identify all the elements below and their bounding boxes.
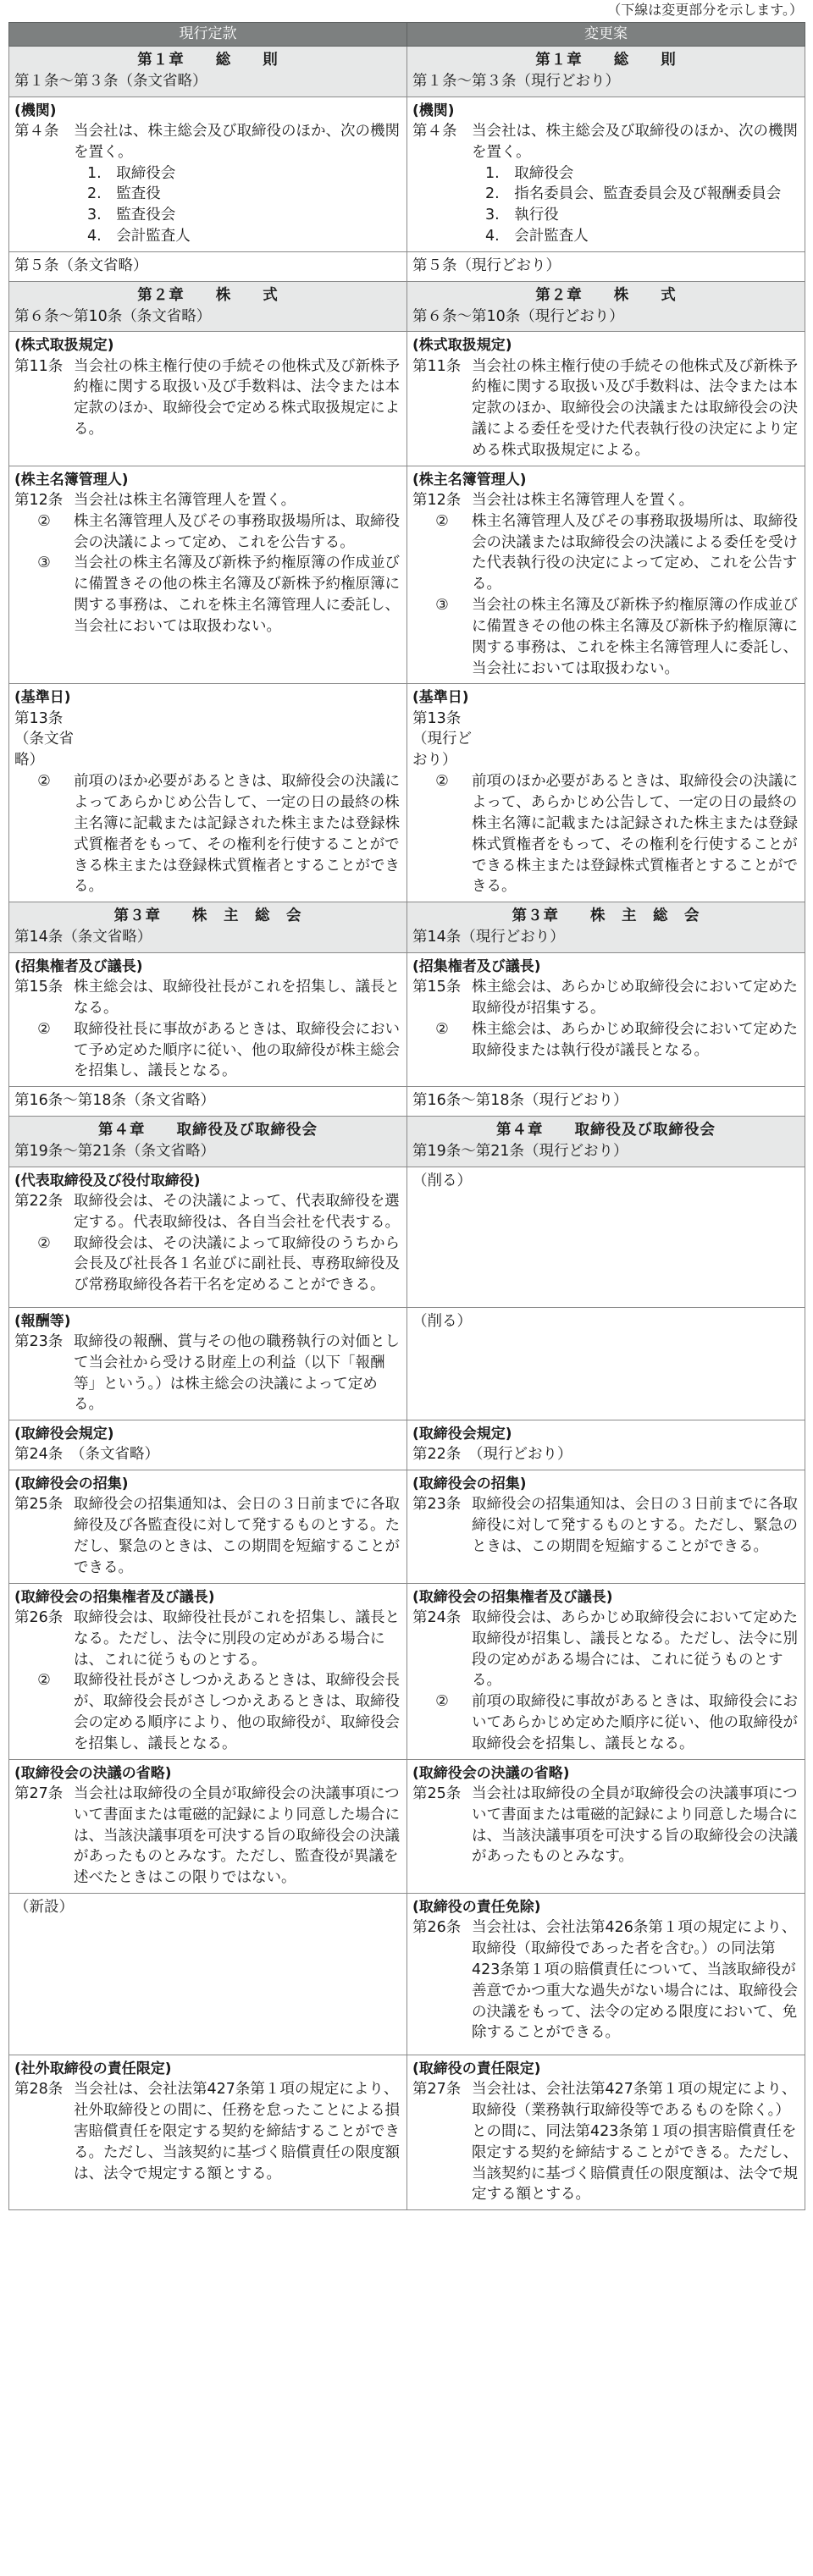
table-row bbox=[9, 1759, 805, 1893]
article-number: 第13条（現行どおり） bbox=[412, 709, 472, 769]
article bbox=[412, 490, 799, 511]
article bbox=[14, 356, 401, 440]
paragraph bbox=[412, 1019, 799, 1062]
article-caption: (招集権者及び議長) bbox=[412, 957, 541, 975]
list-item: 4. 会計監査人 bbox=[87, 228, 191, 245]
paragraph-text: 株主名簿管理人及びその事務取扱場所は、取締役会の決議によって定め、これを公告する。 bbox=[74, 512, 400, 551]
table-row bbox=[9, 1307, 805, 1420]
article bbox=[14, 490, 401, 511]
article-number: 第13条（条文省略） bbox=[14, 709, 74, 769]
proposed-article-cell bbox=[407, 1894, 805, 2055]
article-caption: (社外取締役の責任限定) bbox=[14, 2060, 172, 2078]
table-row bbox=[9, 251, 805, 281]
article-line: 第１条〜第３条（現行どおり） bbox=[412, 72, 620, 90]
table-row bbox=[9, 1087, 805, 1117]
current-article-cell bbox=[9, 1167, 407, 1307]
current-articles-header: 現行定款 bbox=[9, 23, 407, 47]
underline-note: （下線は変更部分を示します。） bbox=[607, 2, 803, 18]
proposed-articles-header: 変更案 bbox=[407, 23, 805, 47]
article-number: 第26条 bbox=[14, 1608, 64, 1626]
current-article-cell bbox=[9, 1307, 407, 1420]
table-row bbox=[9, 1583, 805, 1759]
article-text: 取締役の報酬、賞与その他の職務執行の対価として当会社から受ける財産上の利益（以下「報酬等」という。）は株主総会の決議によって定める。 bbox=[74, 1332, 400, 1414]
proposed-article-cell bbox=[407, 332, 805, 466]
table-body bbox=[9, 47, 805, 2210]
chapter-heading: 第３章 株 主 総 会 bbox=[512, 907, 700, 925]
article-text: 取締役会は、あらかじめ取締役会において定めた取締役が招集し、議長となる。ただし、法令に別段の定めがある場合には、これに従うものとする。 bbox=[472, 1608, 798, 1690]
table-row bbox=[9, 1420, 805, 1470]
article-text: 当会社は株主名簿管理人を置く。 bbox=[472, 491, 694, 509]
chapter-heading: 第４章 取締役及び取締役会 bbox=[496, 1122, 716, 1139]
article-text: 当会社は取締役の全員が取締役会の決議事項について書面または電磁的記録により同意した場合には、当該決議事項を可決する旨の取締役会の決議があったものとみなす。ただし、監査役が異議を述べたときはこの限りではない。 bbox=[74, 1784, 400, 1887]
article-line: （削る） bbox=[412, 1172, 472, 1189]
proposed-article-cell bbox=[407, 1307, 805, 1420]
paragraph-text: 当会社の株主名簿及び新株予約権原簿の作成並びに備置きその他の株主名簿及び新株予約権原簿に関する事務は、これを株主名簿管理人に委託し、当会社においては取扱わない。 bbox=[472, 597, 798, 677]
current-article-cell bbox=[9, 1583, 407, 1759]
article-caption: (報酬等) bbox=[14, 1312, 71, 1330]
article-number: 第24条 bbox=[412, 1608, 462, 1626]
article-number: 第27条 bbox=[14, 1784, 64, 1802]
paragraph bbox=[14, 1233, 401, 1297]
paragraph bbox=[412, 595, 799, 679]
article-caption: (取締役会の決議の省略) bbox=[14, 1764, 172, 1782]
table-row bbox=[9, 281, 805, 332]
article-line: 第５条（条文省略） bbox=[14, 256, 148, 274]
article bbox=[412, 356, 799, 461]
article-line: 第19条〜第21条（現行どおり） bbox=[412, 1142, 628, 1160]
proposed-article-cell bbox=[407, 1087, 805, 1117]
article-caption: (株主名簿管理人) bbox=[14, 471, 129, 488]
list-item: 3. 監査役会 bbox=[87, 207, 176, 224]
article-number: 第25条 bbox=[14, 1496, 64, 1514]
table-row bbox=[9, 2055, 805, 2210]
article-number: 第12条 bbox=[412, 491, 462, 509]
article-line: （新設） bbox=[14, 1899, 74, 1917]
paragraph-text: 株主総会は、あらかじめ取締役会において定めた取締役または執行役が議長となる。 bbox=[472, 1020, 798, 1059]
table-row bbox=[9, 1470, 805, 1584]
current-article-cell bbox=[9, 251, 407, 281]
article bbox=[412, 977, 799, 1019]
article-caption: (基準日) bbox=[412, 689, 469, 707]
current-article-cell bbox=[9, 902, 407, 953]
list-item: 2. 指名委員会、監査委員会及び報酬委員会 bbox=[485, 185, 782, 203]
article-text: 当会社は株主名簿管理人を置く。 bbox=[74, 491, 296, 509]
paragraph-number: ② bbox=[37, 773, 51, 791]
table-row bbox=[9, 902, 805, 953]
article-number: 第27条 bbox=[412, 2081, 462, 2099]
paragraph-number: ② bbox=[37, 1672, 51, 1690]
paragraph-number: ② bbox=[37, 1020, 51, 1038]
list-item: 3. 執行役 bbox=[485, 207, 559, 224]
article-number: 第15条 bbox=[14, 979, 64, 996]
article-caption: (取締役会規定) bbox=[14, 1426, 114, 1443]
article-line: 第16条〜第18条（現行どおり） bbox=[412, 1092, 628, 1110]
table-row bbox=[9, 1894, 805, 2055]
article-number: 第23条 bbox=[412, 1496, 462, 1514]
item-list bbox=[14, 163, 401, 247]
article-number: 第28条 bbox=[14, 2081, 64, 2099]
table-row bbox=[9, 466, 805, 684]
proposed-article-cell bbox=[407, 2055, 805, 2210]
paragraph-number: ② bbox=[435, 773, 449, 791]
paragraph-text: 前項のほか必要があるときは、取締役会の決議によってあらかじめ公告して、一定の日の最終の株主名簿に記載または記録された株主または登録株式質権者をもって、その権利を行使することができる株主または登録株式質権者とすることができる。 bbox=[74, 773, 400, 896]
paragraph-number: ③ bbox=[435, 597, 449, 615]
current-article-cell bbox=[9, 1470, 407, 1584]
paragraph-number: ② bbox=[435, 512, 449, 530]
article-text: 当会社は、会社法第426条第１項の規定により、取締役（取締役であった者を含む。）の同法第423条第１項の賠償責任について、当該取締役が善意でかつ重大な過失がない場合には、取締役会の決議をもって、法令の定める限度において、免除することができる。 bbox=[472, 1919, 798, 2042]
proposed-article-cell bbox=[407, 1420, 805, 1470]
article bbox=[14, 977, 401, 1019]
proposed-article-cell bbox=[407, 97, 805, 251]
article-line: 第６条〜第10条（条文省略） bbox=[14, 307, 212, 325]
article-line: （削る） bbox=[412, 1312, 472, 1330]
article bbox=[412, 1784, 799, 1867]
article bbox=[14, 121, 401, 163]
article-caption: (取締役の責任免除) bbox=[412, 1899, 541, 1917]
paragraph-text: 取締役社長に事故があるときは、取締役会において予め定めた順序に従い、他の取締役が株主総会を招集し、議長となる。 bbox=[74, 1020, 400, 1080]
article-number: 第22条 bbox=[14, 1192, 64, 1210]
current-article-cell bbox=[9, 281, 407, 332]
item-list bbox=[412, 163, 799, 247]
paragraph-text: 取締役会は、その決議によって取締役のうちから会長及び社長各１名並びに副社長、専務取締役及び常務取締役各若干名を定めることができる。 bbox=[74, 1234, 400, 1294]
table-row bbox=[9, 97, 805, 251]
paragraph bbox=[14, 511, 401, 554]
article bbox=[412, 2079, 799, 2205]
article-number: 第15条 bbox=[412, 979, 462, 996]
current-article-cell bbox=[9, 952, 407, 1086]
article-line: 第16条〜第18条（条文省略） bbox=[14, 1092, 216, 1110]
proposed-article-cell bbox=[407, 281, 805, 332]
table-row bbox=[9, 47, 805, 97]
article-caption: (株式取扱規定) bbox=[412, 337, 512, 355]
paragraph bbox=[412, 1691, 799, 1755]
current-article-cell bbox=[9, 1087, 407, 1117]
proposed-article-cell bbox=[407, 1759, 805, 1893]
article bbox=[14, 1608, 401, 1671]
proposed-article-cell bbox=[407, 902, 805, 953]
article-text: 取締役会の招集通知は、会日の３日前までに各取締役に対して発するものとする。ただし、緊急のときは、この期間を短縮することができる。 bbox=[472, 1496, 798, 1556]
paragraph bbox=[412, 511, 799, 595]
article-caption: (機関) bbox=[14, 102, 57, 119]
current-article-cell bbox=[9, 47, 407, 97]
current-article-cell bbox=[9, 466, 407, 684]
article-caption: (株主名簿管理人) bbox=[412, 471, 527, 488]
current-article-cell bbox=[9, 1420, 407, 1470]
article bbox=[412, 121, 799, 163]
current-article-cell bbox=[9, 684, 407, 902]
article-text: 当会社は、株主総会及び取締役のほか、次の機関を置く。 bbox=[472, 122, 798, 161]
article-caption: (取締役の責任限定) bbox=[412, 2060, 541, 2078]
paragraph-text: 前項のほか必要があるときは、取締役会の決議によって、あらかじめ公告して、一定の日の最終の株主名簿に記載または記録された株主または登録株式質権者をもって、その権利を行使することができる株主または登録株式質権者とすることができる。 bbox=[472, 773, 798, 896]
paragraph bbox=[14, 771, 401, 897]
proposed-article-cell bbox=[407, 1117, 805, 1167]
article-caption: (取締役会の招集権者及び議長) bbox=[412, 1588, 613, 1606]
chapter-heading: 第１章 総 則 bbox=[535, 52, 677, 69]
article-number: 第23条 bbox=[14, 1332, 64, 1350]
article-line: 第６条〜第10条（現行どおり） bbox=[412, 307, 624, 325]
article bbox=[412, 1917, 799, 2044]
proposed-article-cell bbox=[407, 251, 805, 281]
paragraph bbox=[14, 553, 401, 637]
article-number: 第26条 bbox=[412, 1919, 462, 1937]
list-item: 2. 監査役 bbox=[87, 185, 161, 203]
article-caption: (取締役会の招集権者及び議長) bbox=[14, 1588, 215, 1606]
article-text: 当会社の株主権行使の手続その他株式及び新株予約権に関する取扱い及び手数料は、法令または本定款のほか、取締役会で定める株式取扱規定による。 bbox=[74, 357, 400, 439]
table-row bbox=[9, 1117, 805, 1167]
current-article-cell bbox=[9, 1117, 407, 1167]
paragraph-number: ② bbox=[37, 512, 51, 530]
paragraph-number: ② bbox=[435, 1693, 449, 1711]
article-number: 第４条 bbox=[412, 122, 457, 140]
article-number: 第25条 bbox=[412, 1784, 462, 1802]
article-caption: (招集権者及び議長) bbox=[14, 957, 143, 975]
article bbox=[14, 1784, 401, 1889]
article-caption: (取締役会の決議の省略) bbox=[412, 1764, 570, 1782]
paragraph-number: ② bbox=[435, 1020, 449, 1038]
article-line: 第１条〜第３条（条文省略） bbox=[14, 72, 207, 90]
current-article-cell bbox=[9, 332, 407, 466]
table-row bbox=[9, 332, 805, 466]
chapter-heading: 第１章 総 則 bbox=[137, 52, 279, 69]
proposed-article-cell bbox=[407, 952, 805, 1086]
paragraph-text: 当会社の株主名簿及び新株予約権原簿の作成並びに備置きその他の株主名簿及び新株予約権原簿に関する事務は、これを株主名簿管理人に委託し、当会社においては取扱わない。 bbox=[74, 554, 400, 635]
proposed-article-cell bbox=[407, 47, 805, 97]
article-caption: (取締役会の招集) bbox=[412, 1476, 527, 1493]
article bbox=[412, 1608, 799, 1691]
article-number: 第11条 bbox=[412, 357, 462, 375]
article bbox=[14, 709, 401, 772]
article-number: 第４条 bbox=[14, 122, 59, 140]
article-number: 第11条 bbox=[14, 357, 64, 375]
paragraph bbox=[14, 1019, 401, 1083]
article-caption: (株式取扱規定) bbox=[14, 337, 114, 355]
chapter-heading: 第２章 株 式 bbox=[535, 286, 677, 304]
paragraph-text: 取締役社長がさしつかえあるときは、取締役会長が、取締役会長がさしつかえあるときは、取締役会の定める順序により、他の取締役が、取締役会を招集し、議長となる。 bbox=[74, 1672, 400, 1752]
article-line: 第22条 （現行どおり） bbox=[412, 1446, 572, 1464]
article-caption: (代表取締役及び役付取締役) bbox=[14, 1172, 201, 1189]
chapter-heading: 第４章 取締役及び取締役会 bbox=[98, 1122, 318, 1139]
current-article-cell bbox=[9, 1759, 407, 1893]
paragraph-number: ③ bbox=[37, 554, 51, 572]
article bbox=[412, 709, 799, 772]
article-caption: (機関) bbox=[412, 102, 455, 119]
article-caption: (基準日) bbox=[14, 689, 71, 707]
article-number: 第12条 bbox=[14, 491, 64, 509]
current-article-cell bbox=[9, 97, 407, 251]
article-text: 当会社は、会社法第427条第１項の規定により、取締役（業務執行取締役等であるものを除く。）との間に、同法第423条第１項の損害賠償責任を限定する契約を締結することができる。ただし、当該契約に基づく賠償責任の限度額は、法令で規定する額とする。 bbox=[472, 2081, 798, 2204]
articles-comparison-table bbox=[8, 22, 805, 2210]
article-line: 第14条（現行どおり） bbox=[412, 929, 565, 946]
paragraph-number: ② bbox=[37, 1234, 51, 1252]
list-item: 1. 取締役会 bbox=[485, 164, 574, 182]
proposed-article-cell bbox=[407, 684, 805, 902]
list-item: 4. 会計監査人 bbox=[485, 228, 589, 245]
article-line: 第19条〜第21条（条文省略） bbox=[14, 1142, 216, 1160]
table-row bbox=[9, 684, 805, 902]
table-row bbox=[9, 1167, 805, 1307]
paragraph bbox=[412, 771, 799, 897]
proposed-article-cell bbox=[407, 1470, 805, 1584]
paragraph-text: 株主名簿管理人及びその事務取扱場所は、取締役会の決議または取締役会の決議による委任を受けた代表執行役の決定によって定め、これを公告する。 bbox=[472, 512, 798, 593]
paragraph bbox=[14, 1670, 401, 1754]
article-caption: (取締役会の招集) bbox=[14, 1476, 129, 1493]
article-line: 第５条（現行どおり） bbox=[412, 256, 561, 274]
article-text: 当会社は、株主総会及び取締役のほか、次の機関を置く。 bbox=[74, 122, 400, 161]
chapter-heading: 第２章 株 式 bbox=[137, 286, 279, 304]
current-article-cell bbox=[9, 2055, 407, 2210]
list-item: 1. 取締役会 bbox=[87, 164, 176, 182]
article bbox=[14, 2079, 401, 2184]
article bbox=[14, 1191, 401, 1233]
article bbox=[14, 1332, 401, 1415]
proposed-article-cell bbox=[407, 1583, 805, 1759]
article-text: 当会社は、会社法第427条第１項の規定により、社外取締役との間に、任務を怠ったことによる損害賠償責任を限定する契約を締結することができる。ただし、当該契約に基づく賠償責任の限度額は、法令で規定する額とする。 bbox=[74, 2081, 400, 2182]
article-text: 株主総会は、あらかじめ取締役会において定めた取締役が招集する。 bbox=[472, 979, 798, 1017]
article-text: 取締役会の招集通知は、会日の３日前までに各取締役及び各監査役に対して発するものとする。ただし、緊急のときは、この期間を短縮することができる。 bbox=[74, 1496, 400, 1576]
article-text: 株主総会は、取締役社長がこれを招集し、議長となる。 bbox=[74, 979, 400, 1017]
article-text: 取締役会は、その決議によって、代表取締役を選定する。代表取締役は、各自当会社を代表する。 bbox=[74, 1192, 400, 1231]
current-article-cell bbox=[9, 1894, 407, 2055]
paragraph-text: 前項の取締役に事故があるときは、取締役会においてあらかじめ定めた順序に従い、他の取締役が取締役会を招集し、議長となる。 bbox=[472, 1693, 798, 1752]
article-text: 当会社の株主権行使の手続その他株式及び新株予約権に関する取扱い及び手数料は、法令または本定款のほか、取締役会の決議または取締役会の決議による委任を受けた代表執行役の決定により定める株式取扱規定による。 bbox=[472, 357, 798, 459]
chapter-heading: 第３章 株 主 総 会 bbox=[113, 907, 302, 925]
article bbox=[14, 1494, 401, 1578]
article-caption: (取締役会規定) bbox=[412, 1426, 512, 1443]
article bbox=[412, 1494, 799, 1558]
article-text: 当会社は取締役の全員が取締役会の決議事項について書面または電磁的記録により同意した場合には、当該決議事項を可決する旨の取締役会の決議があったものとみなす。 bbox=[472, 1784, 798, 1866]
header-row bbox=[9, 23, 805, 47]
proposed-article-cell bbox=[407, 1167, 805, 1307]
proposed-article-cell bbox=[407, 466, 805, 684]
article-text: 取締役会は、取締役社長がこれを招集し、議長となる。ただし、法令に別段の定めがある場合には、これに従うものとする。 bbox=[74, 1608, 400, 1669]
table-row bbox=[9, 952, 805, 1086]
article-line: 第14条（条文省略） bbox=[14, 929, 152, 946]
article-line: 第24条 （条文省略） bbox=[14, 1446, 160, 1464]
